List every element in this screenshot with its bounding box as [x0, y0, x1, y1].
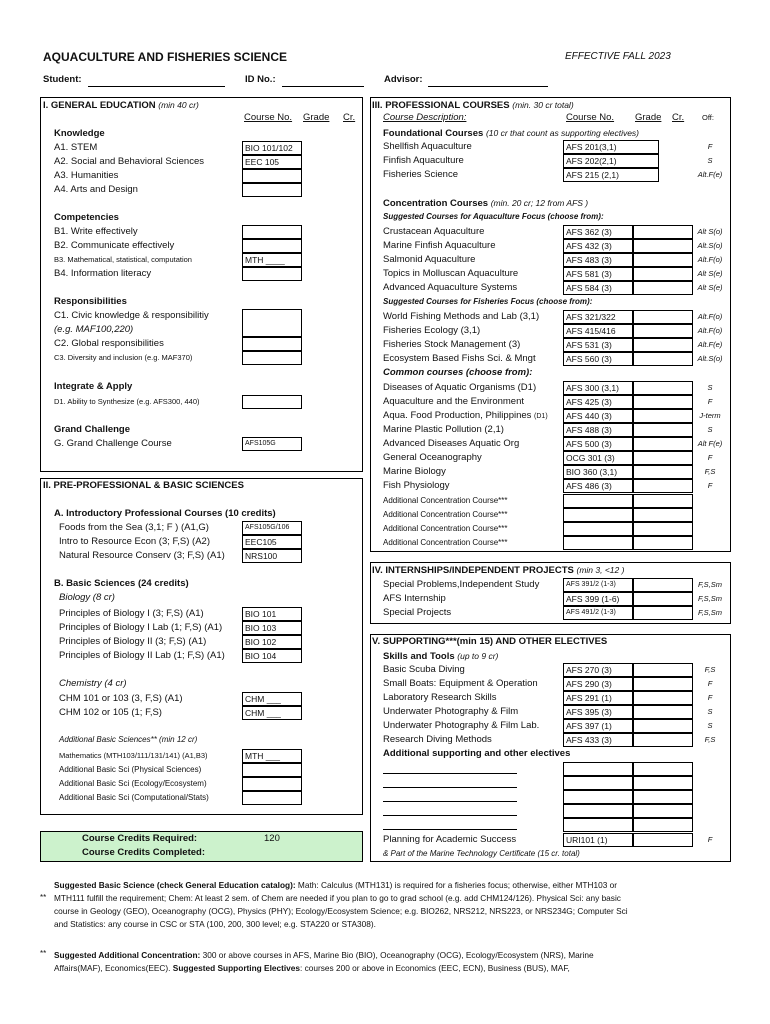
offered-term: F [707, 453, 713, 462]
course-no-cell[interactable]: AFS 500 (3) [563, 437, 633, 451]
chem-row-label: CHM 101 or 103 (3, F,S) (A1) [59, 693, 183, 704]
competencies-heading: Competencies [54, 212, 119, 223]
course-no-cell[interactable]: AFS 486 (3) [563, 479, 633, 493]
integrate-heading: Integrate & Apply [54, 381, 133, 392]
course-label: Crustacean Aquaculture [383, 226, 485, 237]
offered-term: F,S [704, 735, 716, 744]
course-no-cell[interactable]: AFS 425 (3) [563, 395, 633, 409]
grade-cell[interactable] [633, 239, 693, 253]
course-no-cell[interactable]: OCG 301 (3) [563, 451, 633, 465]
offered-term: F [707, 693, 713, 702]
fisheries-focus-heading: Suggested Courses for Fisheries Focus (choose from): [383, 297, 593, 306]
grade-cell[interactable] [633, 776, 693, 790]
id-label: ID No.: [245, 74, 276, 85]
internship-course-cell[interactable]: AFS 399 (1-6) [563, 592, 633, 606]
planning-course-cell[interactable]: URI101 (1) [563, 833, 633, 847]
grade-cell[interactable] [633, 381, 693, 395]
aquaculture-focus-heading: Suggested Courses for Aquaculture Focus (choose from): [383, 212, 604, 221]
grade-cell[interactable] [633, 324, 693, 338]
course-no-cell[interactable]: AFS 560 (3) [563, 352, 633, 366]
grade-cell[interactable] [633, 804, 693, 818]
advisor-field[interactable] [428, 86, 548, 87]
course-label: Fish Physiology [383, 480, 450, 491]
professional-title: III. PROFESSIONAL COURSES (min. 30 cr total) [372, 100, 574, 111]
addl-row-label: Additional Basic Sci (Computational/Stats) [59, 793, 209, 802]
course-label: Ecosystem Based Fishs Sci. & Mngt [383, 353, 536, 364]
skills-heading: Skills and Tools (up to 9 cr) [383, 651, 499, 662]
elective-blank[interactable] [383, 801, 517, 802]
intro-row-label: Intro to Resource Econ (3; F,S) (A2) [59, 536, 211, 547]
page-title: AQUACULTURE AND FISHERIES SCIENCE [43, 50, 288, 64]
course-label: Shellfish Aquaculture [383, 141, 472, 152]
grade-cell[interactable] [633, 494, 693, 508]
offered-term: Alt.F(e) [697, 170, 723, 179]
offered-term: F [707, 679, 713, 688]
prof-col-desc: Course Description: [383, 112, 467, 123]
footnote-concentration: Suggested Additional Concentration: 300 or above courses in AFS, Marine Bio (BIO), Oceanography (OCG), Ecology/Ecosystem (NRS), Marine Affairs(MAF), Economics(EEC). Suggested Supporting Electives: courses 200 or above in Economics (EEC, ECN), Business (BUS), MAF, [54, 950, 594, 973]
bio-course-cell[interactable]: BIO 101 [242, 607, 302, 621]
grade-cell[interactable] [633, 733, 693, 747]
internship-label: Special Problems,Independent Study [383, 579, 540, 590]
grade-cell[interactable] [633, 522, 693, 536]
internship-label: Special Projects [383, 607, 452, 618]
grade-cell[interactable] [633, 310, 693, 324]
course-no-cell[interactable]: BIO 360 (3,1) [563, 465, 633, 479]
course-no-cell[interactable]: AFS 483 (3) [563, 253, 633, 267]
course-no-cell[interactable]: AFS 290 (3) [563, 677, 633, 691]
offered-term: Alt.S(o) [697, 354, 723, 363]
offered-term: S [707, 721, 713, 730]
course-no-cell[interactable] [563, 790, 633, 804]
bio-course-cell[interactable]: BIO 104 [242, 649, 302, 663]
bio-row-label: Principles of Biology I (3; F,S) (A1) [59, 608, 204, 619]
course-cell-c3[interactable] [242, 351, 302, 365]
competency-b3: B3. Mathematical, statistical, computation [54, 255, 192, 264]
course-no-cell[interactable] [563, 494, 633, 508]
course-no-cell[interactable]: AFS 488 (3) [563, 423, 633, 437]
offered-term: S [707, 707, 713, 716]
pre-prof-title: II. PRE-PROFESSIONAL & BASIC SCIENCES [43, 480, 244, 491]
basic-sciences-heading: B. Basic Sciences (24 credits) [54, 578, 189, 589]
prof-col-course: Course No. [566, 112, 615, 123]
additional-electives-heading: Additional supporting and other electives [383, 748, 571, 759]
course-no-cell[interactable]: AFS 581 (3) [563, 267, 633, 281]
grade-cell[interactable] [633, 267, 693, 281]
intro-course-cell[interactable]: NRS100 [242, 549, 302, 563]
integrate-d1: D1. Ability to Synthesize (e.g. AFS300, 440) [54, 397, 200, 406]
offered-term: F,S [704, 665, 716, 674]
course-no-cell[interactable]: AFS 440 (3) [563, 409, 633, 423]
elective-blank[interactable] [383, 787, 517, 788]
grade-cell[interactable] [633, 606, 693, 620]
grade-cell[interactable] [633, 281, 693, 295]
grade-cell[interactable] [633, 338, 693, 352]
grand-challenge-g: G. Grand Challenge Course [54, 438, 172, 449]
offered-term: F [707, 835, 713, 844]
intro-course-cell[interactable]: AFS105G/106 [242, 521, 302, 535]
grade-cell[interactable] [633, 833, 693, 847]
grade-cell[interactable] [633, 352, 693, 366]
grade-cell[interactable] [633, 508, 693, 522]
gen-ed-col-cr: Cr. [343, 112, 356, 123]
responsibilities-heading: Responsibilities [54, 296, 127, 307]
offered-term: F,S,Sm [697, 608, 723, 617]
offered-term: Alt S(o) [697, 227, 723, 236]
intro-course-cell[interactable]: EEC105 [242, 535, 302, 549]
foundational-heading: Foundational Courses (10 cr that count as supporting electives) [383, 128, 640, 139]
addl-course-cell[interactable] [242, 777, 302, 791]
footnote-marker: ** [40, 893, 47, 902]
course-no-cell[interactable]: AFS 415/416 [563, 324, 633, 338]
supporting-title: V. SUPPORTING***(min 15) AND OTHER ELECTIVES [372, 636, 608, 647]
course-label: Marine Plastic Pollution (2,1) [383, 424, 504, 435]
offered-term: F,S,Sm [697, 580, 723, 589]
gen-ed-title: I. GENERAL EDUCATION (min 40 cr) [43, 100, 199, 111]
course-no-cell[interactable] [563, 536, 633, 550]
course-label: Research Diving Methods [383, 734, 492, 745]
course-cell-a4[interactable] [242, 183, 302, 197]
bio-row-label: Principles of Biology II Lab (1; F,S) (A1) [59, 650, 225, 661]
certificate-note: & Part of the Marine Technology Certificate (15 cr. total) [383, 849, 580, 858]
course-label: Underwater Photography & Film Lab. [383, 720, 540, 731]
elective-blank[interactable] [383, 815, 517, 816]
course-cell-c2[interactable] [242, 337, 302, 351]
bio-row-label: Principles of Biology I Lab (1; F,S) (A1) [59, 622, 223, 633]
internship-course-cell[interactable]: AFS 491/2 (1-3) [563, 606, 633, 620]
offered-term: F [707, 142, 713, 151]
course-label: Additional Concentration Course*** [383, 496, 508, 505]
course-no-cell[interactable]: AFS 433 (3) [563, 733, 633, 747]
credits-completed-label: Course Credits Completed: [82, 847, 205, 858]
course-label: Diseases of Aquatic Organisms (D1) [383, 382, 537, 393]
student-label: Student: [43, 74, 82, 85]
addl-row-label: Mathematics (MTH103/111/131/141) (A1,B3) [59, 751, 208, 760]
addl-course-cell[interactable]: MTH ___ [242, 749, 302, 763]
bio-course-cell[interactable]: BIO 102 [242, 635, 302, 649]
student-field[interactable] [88, 86, 225, 87]
course-no-cell[interactable]: AFS 395 (3) [563, 705, 633, 719]
bio-course-cell[interactable]: BIO 103 [242, 621, 302, 635]
course-cell-b4[interactable] [242, 267, 302, 281]
chem-row-label: CHM 102 or 105 (1; F,S) [59, 707, 162, 718]
credits-required-value: 120 [264, 833, 280, 844]
course-cell-b1[interactable] [242, 225, 302, 239]
prof-col-grade: Grade [635, 112, 662, 123]
course-cell-a2[interactable]: EEC 105 [242, 155, 302, 169]
offered-term: Alt.F(o) [697, 312, 723, 321]
grade-cell[interactable] [633, 578, 693, 592]
grade-cell[interactable] [633, 818, 693, 832]
course-no-cell[interactable] [563, 804, 633, 818]
offered-term: Alt S(e) [697, 269, 723, 278]
course-label: General Oceanography [383, 452, 482, 463]
grade-cell[interactable] [633, 409, 693, 423]
course-no-cell[interactable]: AFS 531 (3) [563, 338, 633, 352]
course-label: Marine Finfish Aquaculture [383, 240, 496, 251]
grade-cell[interactable] [633, 479, 693, 493]
course-no-cell[interactable]: AFS 201(3,1) [563, 140, 659, 154]
course-label: Advanced Diseases Aquatic Org [383, 438, 520, 449]
course-label: Small Boats: Equipment & Operation [383, 678, 538, 689]
grade-cell[interactable] [633, 705, 693, 719]
responsibility-c2: C2. Global responsibilities [54, 338, 164, 349]
offered-term: Alt F(e) [697, 439, 723, 448]
intro-row-label: Natural Resource Conserv (3; F,S) (A1) [59, 550, 225, 561]
knowledge-a1: A1. STEM [54, 142, 98, 153]
elective-blank[interactable] [383, 829, 517, 830]
internships-title: IV. INTERNSHIPS/INDEPENDENT PROJECTS (min 3, <12 ) [372, 565, 625, 576]
course-no-cell[interactable] [563, 508, 633, 522]
knowledge-a4: A4. Arts and Design [54, 184, 138, 195]
course-no-cell[interactable]: AFS 362 (3) [563, 225, 633, 239]
addl-row-label: Additional Basic Sci (Ecology/Ecosystem) [59, 779, 207, 788]
course-label: Additional Concentration Course*** [383, 524, 508, 533]
course-label: Laboratory Research Skills [383, 692, 497, 703]
course-label: Fisheries Ecology (3,1) [383, 325, 481, 336]
course-no-cell[interactable]: AFS 584 (3) [563, 281, 633, 295]
course-label: Advanced Aquaculture Systems [383, 282, 518, 293]
offered-term: F [707, 481, 713, 490]
responsibility-c3: C3. Diversity and inclusion (e.g. MAF370) [54, 353, 193, 362]
course-no-cell[interactable]: AFS 432 (3) [563, 239, 633, 253]
chem-course-cell[interactable]: CHM ___ [242, 706, 302, 720]
offered-term: Alt.S(o) [697, 241, 723, 250]
grade-cell[interactable] [633, 253, 693, 267]
grade-cell[interactable] [633, 762, 693, 776]
course-label: Salmonid Aquaculture [383, 254, 476, 265]
course-no-cell[interactable] [563, 762, 633, 776]
course-label: Finfish Aquaculture [383, 155, 464, 166]
gen-ed-col-grade: Grade [303, 112, 330, 123]
gen-ed-col-course: Course No. [244, 112, 293, 123]
chemistry-heading: Chemistry (4 cr) [59, 678, 127, 689]
addl-course-cell[interactable] [242, 763, 302, 777]
course-label: Basic Scuba Diving [383, 664, 465, 675]
biology-heading: Biology (8 cr) [59, 592, 115, 603]
course-no-cell[interactable]: AFS 270 (3) [563, 663, 633, 677]
planning-label: Planning for Academic Success [383, 834, 517, 845]
course-label: Underwater Photography & Film [383, 706, 519, 717]
advisor-label: Advisor: [384, 74, 423, 85]
competency-b2: B2. Communicate effectively [54, 240, 175, 251]
grade-cell[interactable] [633, 465, 693, 479]
grade-cell[interactable] [633, 663, 693, 677]
prof-col-cr: Cr. [672, 112, 685, 123]
offered-term: S [707, 156, 713, 165]
offered-term: S [707, 383, 713, 392]
grade-cell[interactable] [633, 691, 693, 705]
grade-cell[interactable] [633, 719, 693, 733]
common-courses-heading: Common courses (choose from): [383, 367, 533, 378]
course-cell-c1[interactable] [242, 309, 302, 337]
course-no-cell[interactable]: AFS 397 (1) [563, 719, 633, 733]
competency-b1: B1. Write effectively [54, 226, 138, 237]
intro-heading: A. Introductory Professional Courses (10 credits) [54, 508, 276, 519]
course-no-cell[interactable] [563, 818, 633, 832]
course-label: Aquaculture and the Environment [383, 396, 525, 407]
offered-term: Alt.F(o) [697, 326, 723, 335]
course-label: Marine Biology [383, 466, 446, 477]
course-label: Fisheries Stock Management (3) [383, 339, 521, 350]
course-cell-b2[interactable] [242, 239, 302, 253]
course-no-cell[interactable]: AFS 300 (3,1) [563, 381, 633, 395]
offered-term: F,S [704, 467, 716, 476]
offered-term: Alt.F(e) [697, 340, 723, 349]
grade-cell[interactable] [633, 451, 693, 465]
course-label: World Fishing Methods and Lab (3,1) [383, 311, 540, 322]
offered-term: F [707, 397, 713, 406]
offered-term: F,S,Sm [697, 594, 723, 603]
grade-cell[interactable] [633, 395, 693, 409]
effective-date: EFFECTIVE FALL 2023 [565, 51, 671, 62]
additional-basic-heading: Additional Basic Sciences** (min 12 cr) [59, 735, 198, 744]
footnote-basic-science: Suggested Basic Science (check General Education catalog): Math: Calculus (MTH131) is required for a fisheries focus; otherwise, either MTH103 or MTH111 fulfill the requirement; Chem: At least 2 sem. of Chem are needed if you plan to go to grad school (e.g. add CHM124/126). Physical Sci: any basic course in Geology (GEO), Oceanography (OCG), Physics (PHY); Ecology/Ecosystem Science; e.g. BIO262, NRS212, NRS223, or NRS234G; Computer Sci and Statistics: any course in CSC or STA (100, 200, 300 level; e.g. STA220 or STA308). [54, 880, 628, 929]
credits-required-label: Course Credits Required: [82, 833, 198, 844]
grade-cell[interactable] [633, 677, 693, 691]
offered-term: Alt.F(o) [697, 255, 723, 264]
grade-cell[interactable] [633, 423, 693, 437]
concentration-heading: Concentration Courses (min. 20 cr; 12 from AFS ) [383, 198, 589, 209]
course-no-cell[interactable]: AFS 215 (2,1) [563, 168, 659, 182]
knowledge-a3: A3. Humanities [54, 170, 119, 181]
offered-term: Alt S(e) [697, 283, 723, 292]
course-label: Topics in Molluscan Aquaculture [383, 268, 519, 279]
prof-col-off: Off: [702, 113, 714, 122]
offered-term: J-term [699, 411, 721, 420]
addl-row-label: Additional Basic Sci (Physical Sciences) [59, 765, 202, 774]
knowledge-a2: A2. Social and Behavioral Sciences [54, 156, 204, 167]
addl-course-cell[interactable] [242, 791, 302, 805]
course-cell-a3[interactable] [242, 169, 302, 183]
responsibility-c1: C1. Civic knowledge & responsibilitiy [54, 310, 209, 321]
course-cell-g[interactable]: AFS105G [242, 437, 302, 451]
responsibility-c1-example: (e.g. MAF100,220) [54, 324, 134, 335]
internship-label: AFS Internship [383, 593, 446, 604]
internship-course-cell[interactable]: AFS 391/2 (1-3) [563, 578, 633, 592]
knowledge-heading: Knowledge [54, 128, 105, 139]
elective-blank[interactable] [383, 773, 517, 774]
course-label: Additional Concentration Course*** [383, 510, 508, 519]
course-label: Fisheries Science [383, 169, 458, 180]
course-no-cell[interactable]: AFS 291 (1) [563, 691, 633, 705]
course-label: Aqua. Food Production, Philippines (D1) [383, 410, 548, 421]
grade-cell[interactable] [633, 225, 693, 239]
id-field[interactable] [282, 86, 364, 87]
course-no-cell[interactable] [563, 522, 633, 536]
grand-challenge-heading: Grand Challenge [54, 424, 131, 435]
footnote-marker: ** [40, 949, 47, 958]
grade-cell[interactable] [633, 536, 693, 550]
course-no-cell[interactable] [563, 776, 633, 790]
chem-course-cell[interactable]: CHM ___ [242, 692, 302, 706]
course-no-cell[interactable]: AFS 321/322 [563, 310, 633, 324]
competency-b4: B4. Information literacy [54, 268, 152, 279]
course-cell-b3[interactable]: MTH ____ [242, 253, 302, 267]
course-cell-a1[interactable]: BIO 101/102 [242, 141, 302, 155]
grade-cell[interactable] [633, 437, 693, 451]
course-cell-d1[interactable] [242, 395, 302, 409]
grade-cell[interactable] [633, 592, 693, 606]
course-label: Additional Concentration Course*** [383, 538, 508, 547]
grade-cell[interactable] [633, 790, 693, 804]
offered-term: S [707, 425, 713, 434]
course-no-cell[interactable]: AFS 202(2,1) [563, 154, 659, 168]
intro-row-label: Foods from the Sea (3,1; F ) (A1,G) [59, 522, 209, 533]
bio-row-label: Principles of Biology II (3; F,S) (A1) [59, 636, 207, 647]
